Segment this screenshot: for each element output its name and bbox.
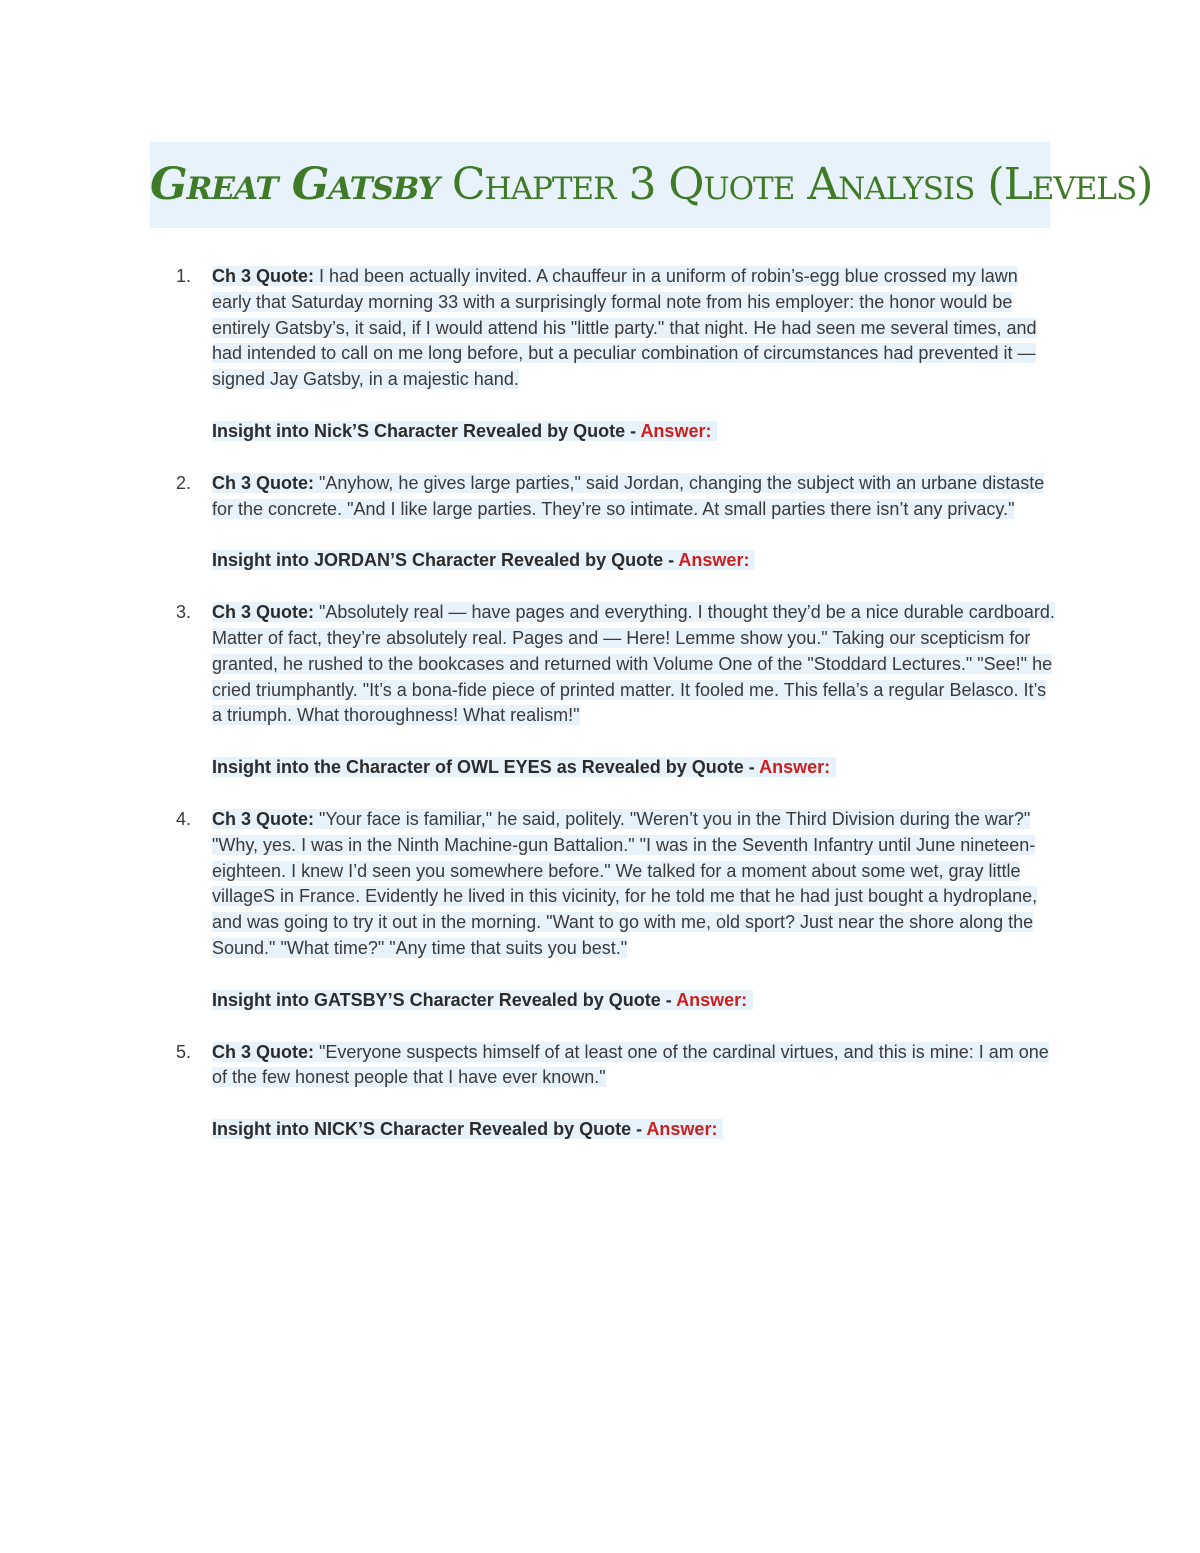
- quote-text: "Everyone suspects himself of at least one of the cardinal virtues, and this is mine: I am one of the few honest people that I have ever known.": [212, 1041, 1049, 1088]
- quote-item-4: [150, 807, 1060, 1014]
- quote-text: "Your face is familiar," he said, politely. "Weren’t you in the Third Division during the war?" "Why, yes. I was in the Ninth Machine-gun Battalion." "I was in the Seventh Infantry until June nineteen-eighteen. I knew I’d seen you somewhere before." We talked for a moment about some wet, gray little villageS in France. Evidently he lived in this vicinity, for he told me that he had just bought a hydroplane, and was going to try it out in the morning. "Want to go with me, old sport? Just near the shore along the Sound." "What time?" "Any time that suits you best.": [212, 808, 1038, 958]
- quote-item-5: [150, 1040, 1060, 1143]
- title-book-name: Great Gatsby: [150, 159, 439, 210]
- quote-paragraph: [212, 807, 1060, 962]
- insight-prompt: [212, 755, 1060, 781]
- quote-text: I had been actually invited. A chauffeur in a uniform of robin’s-egg blue crossed my lawn early that Saturday morning 33 with a surprisingly formal note from his employer: the honor would be entirely Gatsby’s, it said, if I would attend his "little party." that night. He had seen me several times, and had intended to call on me long before, but a peculiar combination of circumstances had prevented it — signed Jay Gatsby, in a majestic hand.: [212, 266, 1037, 390]
- insight-label: Insight into JORDAN’S Character Revealed by Quote -: [212, 550, 679, 571]
- insight-label: Insight into the Character of OWL EYES as Revealed by Quote -: [212, 757, 760, 778]
- answer-label: Answer:: [676, 989, 748, 1010]
- quote-label: Ch 3 Quote:: [212, 472, 314, 493]
- quote-item-1: [150, 264, 1060, 445]
- quote-label: Ch 3 Quote:: [212, 808, 314, 829]
- item-number: 5.: [176, 1041, 192, 1062]
- insight-label: Insight into NICK’S Character Revealed by Quote -: [212, 1119, 647, 1140]
- answer-label: Answer:: [759, 757, 831, 778]
- page-title: [150, 142, 1153, 228]
- insight-prompt: [212, 988, 1060, 1014]
- quote-item-3: [150, 600, 1060, 781]
- item-number: 2.: [176, 472, 192, 493]
- quote-label: Ch 3 Quote:: [212, 602, 314, 623]
- answer-label: Answer:: [646, 1119, 718, 1140]
- insight-label: Insight into Nick’S Character Revealed by Quote -: [212, 420, 641, 441]
- insight-prompt: [212, 548, 1060, 574]
- quote-paragraph: [212, 600, 1060, 729]
- quote-text: "Anyhow, he gives large parties," said Jordan, changing the subject with an urbane distaste for the concrete. "And I like large parties. They’re so intimate. At small parties there isn’t any privacy.": [212, 472, 1045, 519]
- quote-list: [150, 264, 1060, 1169]
- item-number: 4.: [176, 808, 192, 829]
- quote-paragraph: [212, 1040, 1060, 1092]
- item-number: 1.: [176, 266, 192, 286]
- quote-paragraph: [212, 471, 1060, 523]
- answer-label: Answer:: [678, 550, 750, 571]
- quote-label: Ch 3 Quote:: [212, 266, 314, 286]
- quote-paragraph: [212, 264, 1060, 393]
- insight-prompt: [212, 419, 1060, 445]
- quote-label: Ch 3 Quote:: [212, 1041, 314, 1062]
- quote-item-2: [150, 471, 1060, 574]
- answer-label: Answer:: [640, 420, 712, 441]
- quote-text: "Absolutely real — have pages and everything. I thought they’d be a nice durable cardboard. Matter of fact, they’re absolutely real. Pages and — Here! Lemme show you." Taking our scepticism for granted, he rushed to the bookcases and returned with Volume One of the "Stoddard Lectures." "See!" he cried triumphantly. "It’s a bona-fide piece of printed matter. It fooled me. This fella’s a regular Belasco. It’s a triumph. What thoroughness! What realism!": [212, 602, 1055, 726]
- item-number: 3.: [176, 602, 192, 623]
- title-rest: Chapter 3 Quote Analysis (Levels): [438, 159, 1153, 210]
- insight-prompt: [212, 1117, 1060, 1143]
- insight-label: Insight into GATSBY’S Character Revealed by Quote -: [212, 989, 677, 1010]
